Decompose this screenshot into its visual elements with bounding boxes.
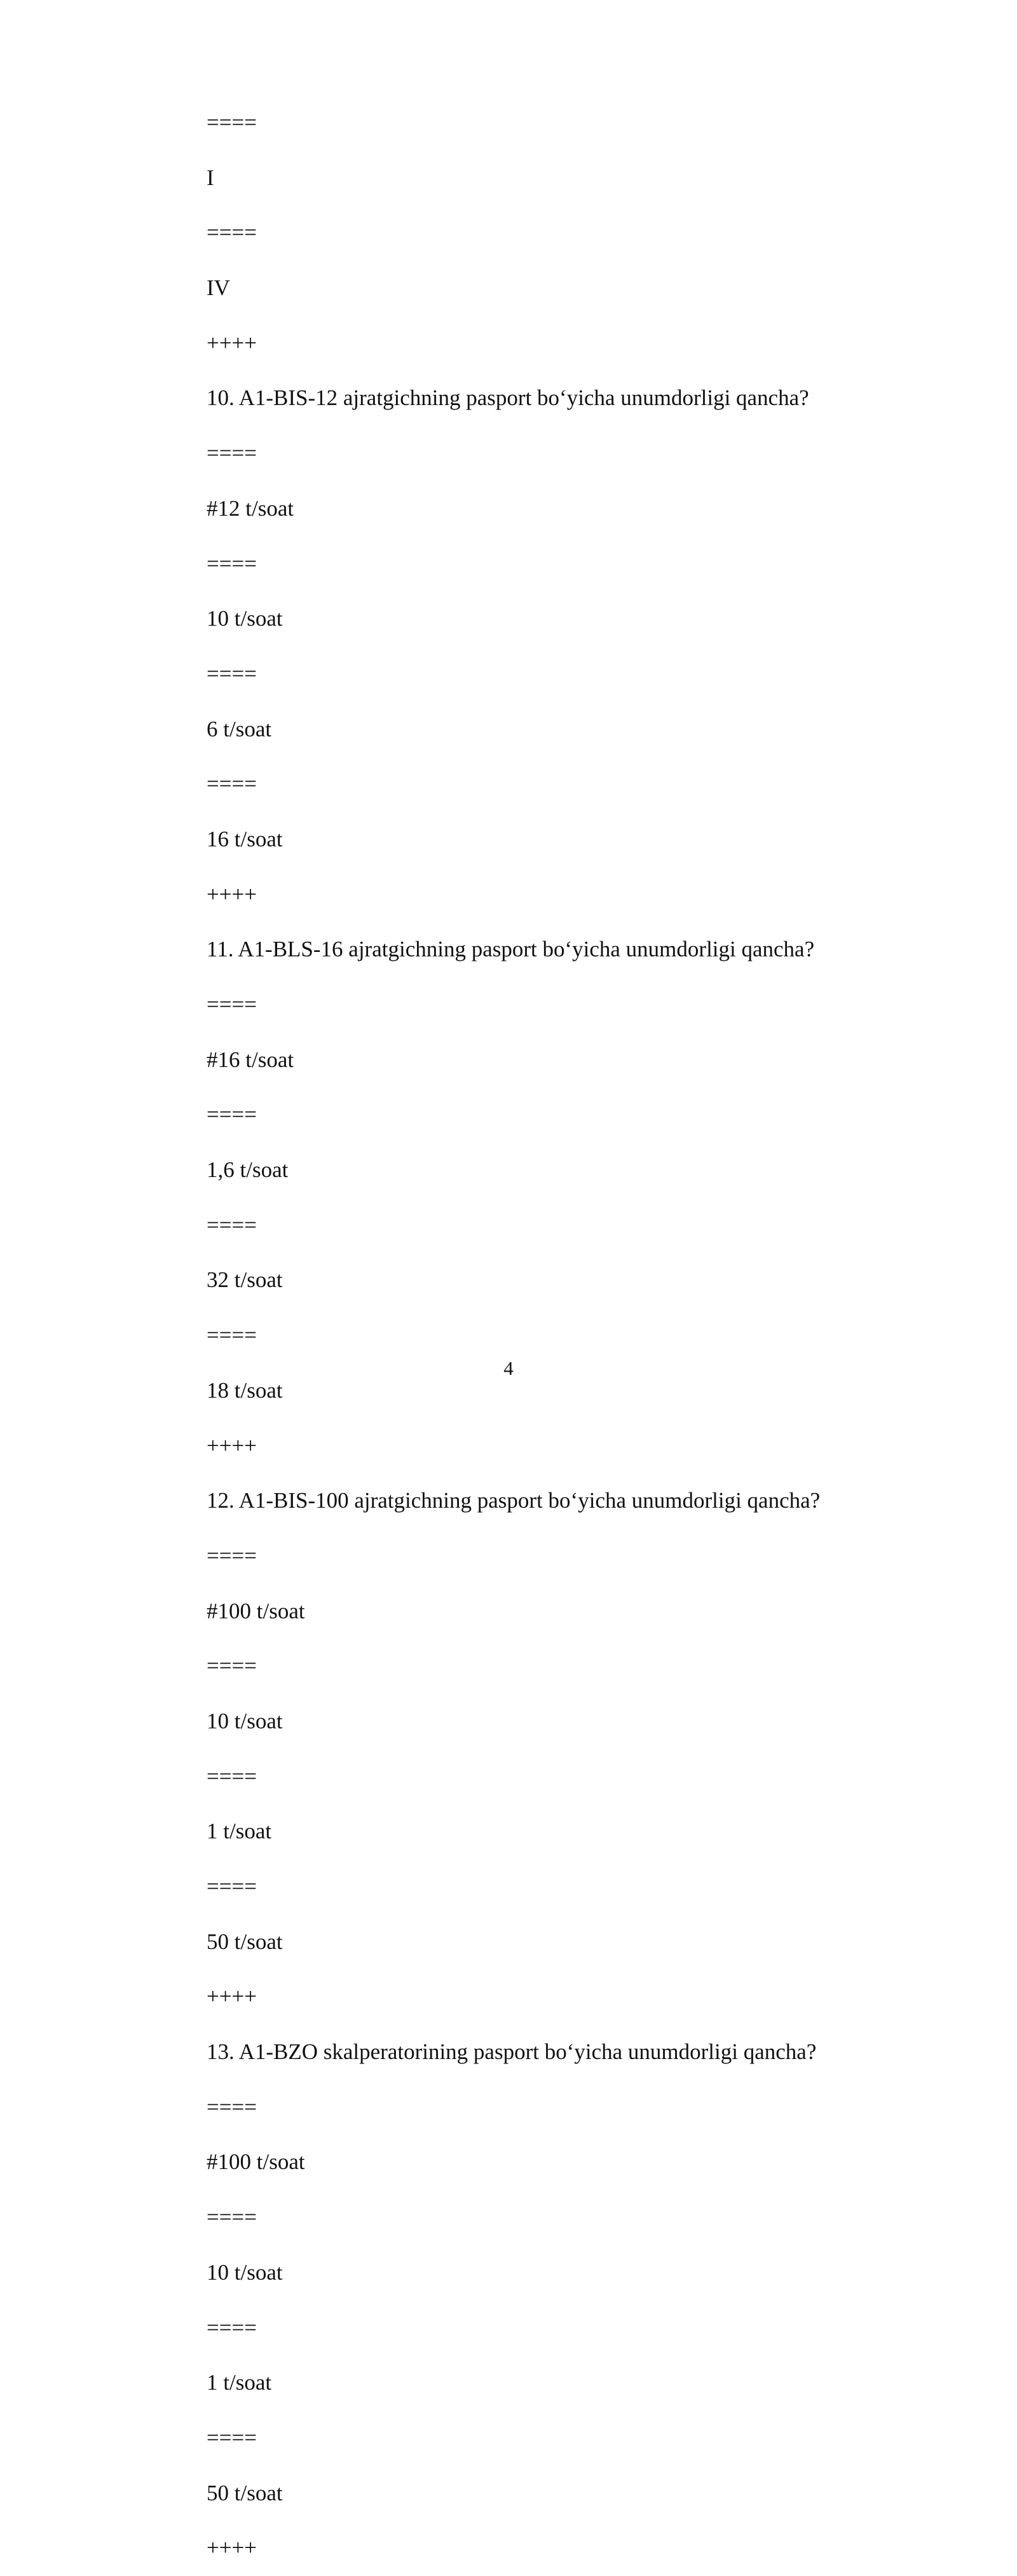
separator-line: ====	[207, 2205, 257, 2230]
page-number: 4	[503, 1357, 514, 1379]
question-separator: ++++	[207, 881, 257, 907]
separator-line: ====	[207, 110, 257, 135]
question-13: 13. A1-BZO skalperatorining pasport bo‘yicha unumdorligi qancha?	[207, 2039, 817, 2065]
question-separator: ++++	[207, 2535, 257, 2561]
question-10: 10. A1-BIS-12 ajratgichning pasport bo‘yicha unumdorligi qancha?	[207, 385, 809, 411]
document-body	[207, 95, 938, 2576]
answer-option: 6 t/soat	[207, 716, 272, 741]
answer-option: 1 t/soat	[207, 1819, 272, 1844]
separator-line: ====	[207, 1323, 257, 1348]
separator-line: ====	[207, 661, 257, 686]
answer-option: 50 t/soat	[207, 2480, 283, 2505]
question-separator: ++++	[207, 330, 257, 355]
question-12: 12. A1-BIS-100 ajratgichning pasport bo‘yicha unumdorligi qancha?	[207, 1488, 821, 1513]
separator-line: ====	[207, 1763, 257, 1789]
answer-option: #100 t/soat	[207, 1598, 305, 1623]
separator-line: ====	[207, 551, 257, 576]
separator-line: ====	[207, 2094, 257, 2119]
answer-option: #12 t/soat	[207, 495, 294, 521]
answer-option: 16 t/soat	[207, 826, 283, 851]
separator-line: ====	[207, 1653, 257, 1679]
separator-line: ====	[207, 1212, 257, 1237]
answer-option: 1 t/soat	[207, 2370, 272, 2395]
separator-line: ====	[207, 1543, 257, 1568]
separator-line: ====	[207, 441, 257, 466]
answer-option: #16 t/soat	[207, 1047, 294, 1072]
separator-line: ====	[207, 771, 257, 797]
separator-line: ====	[207, 1102, 257, 1127]
answer-option: 18 t/soat	[207, 1377, 283, 1403]
separator-line: ====	[207, 992, 257, 1017]
answer-option: 10 t/soat	[207, 2259, 283, 2285]
question-separator: ++++	[207, 1984, 257, 2009]
question-11: 11. A1-BLS-16 ajratgichning pasport bo‘yicha unumdorligi qancha?	[207, 937, 815, 962]
answer-option: 10 t/soat	[207, 606, 283, 631]
separator-line: ====	[207, 1874, 257, 1899]
answer-option: 10 t/soat	[207, 1708, 283, 1733]
answer-option: #100 t/soat	[207, 2149, 305, 2175]
question-separator: ++++	[207, 1433, 257, 1458]
answer-option: I	[207, 165, 214, 190]
answer-option: 50 t/soat	[207, 1929, 283, 1954]
separator-line: ====	[207, 2425, 257, 2450]
answer-option: 1,6 t/soat	[207, 1157, 289, 1183]
answer-option: IV	[207, 275, 230, 301]
separator-line: ====	[207, 2315, 257, 2340]
separator-line: ====	[207, 220, 257, 245]
answer-option: 32 t/soat	[207, 1267, 283, 1293]
